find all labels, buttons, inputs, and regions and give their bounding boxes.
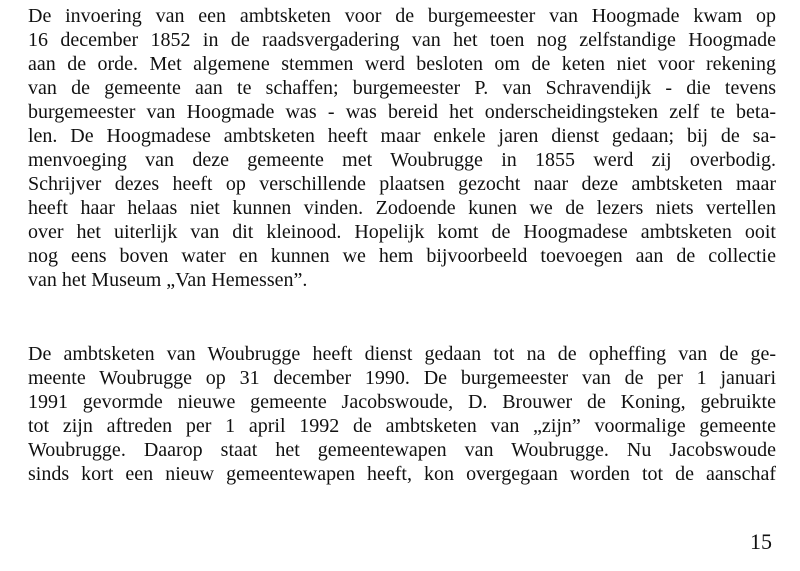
text-line: sinds kort een nieuw gemeentewapen heeft, kon overgegaan worden tot de aanschaf — [28, 463, 776, 485]
text-line: De ambtsketen van Woubrugge heeft dienst gedaan tot na de opheffing van de ge- — [28, 343, 776, 365]
text-line: van het Museum „Van Hemessen”. — [28, 269, 308, 291]
text-line: Woubrugge. Daarop staat het gemeentewapen van Woubrugge. Nu Jacobswoude — [28, 439, 776, 461]
text-line: tot zijn aftreden per 1 april 1992 de ambtsketen van „zijn” voormalige gemeente — [28, 415, 776, 437]
paragraph-hoogmade — [28, 4, 776, 292]
text-line: Schrijver dezes heeft op verschillende plaatsen gezocht naar deze ambtsketen maar — [28, 173, 776, 195]
text-line: heeft haar helaas niet kunnen vinden. Zodoende kunen we de lezers niets vertellen — [28, 197, 776, 219]
page-number: 15 — [750, 529, 772, 554]
text-line: De invoering van een ambtsketen voor de burgemeester van Hoogmade kwam op — [28, 5, 776, 27]
text-line: menvoeging van deze gemeente met Woubrugge in 1855 werd zij overbodig. — [28, 149, 776, 171]
text-line: 1991 gevormde nieuwe gemeente Jacobswoude, D. Brouwer de Koning, gebruikte — [28, 391, 776, 413]
text-line: 16 december 1852 in de raadsvergadering van het toen nog zelfstandige Hoogmade — [28, 29, 776, 51]
text-line: over het uiterlijk van dit kleinood. Hopelijk komt de Hoogmadese ambtsketen ooit — [28, 221, 776, 243]
paragraph-woubrugge — [28, 342, 776, 486]
text-line: aan de orde. Met algemene stemmen werd besloten om de keten niet voor rekening — [28, 53, 776, 75]
text-line: nog eens boven water en kunnen we hem bijvoorbeeld toevoegen aan de collectie — [28, 245, 776, 267]
text-line: len. De Hoogmadese ambtsketen heeft maar enkele jaren dienst gedaan; bij de sa- — [28, 125, 776, 147]
text-line: van de gemeente aan te schaffen; burgemeester P. van Schravendijk - die tevens — [28, 77, 776, 99]
text-line: burgemeester van Hoogmade was - was bereid het onderscheidingsteken zelf te beta- — [28, 101, 776, 123]
text-line: meente Woubrugge op 31 december 1990. De burgemeester van de per 1 januari — [28, 367, 776, 389]
